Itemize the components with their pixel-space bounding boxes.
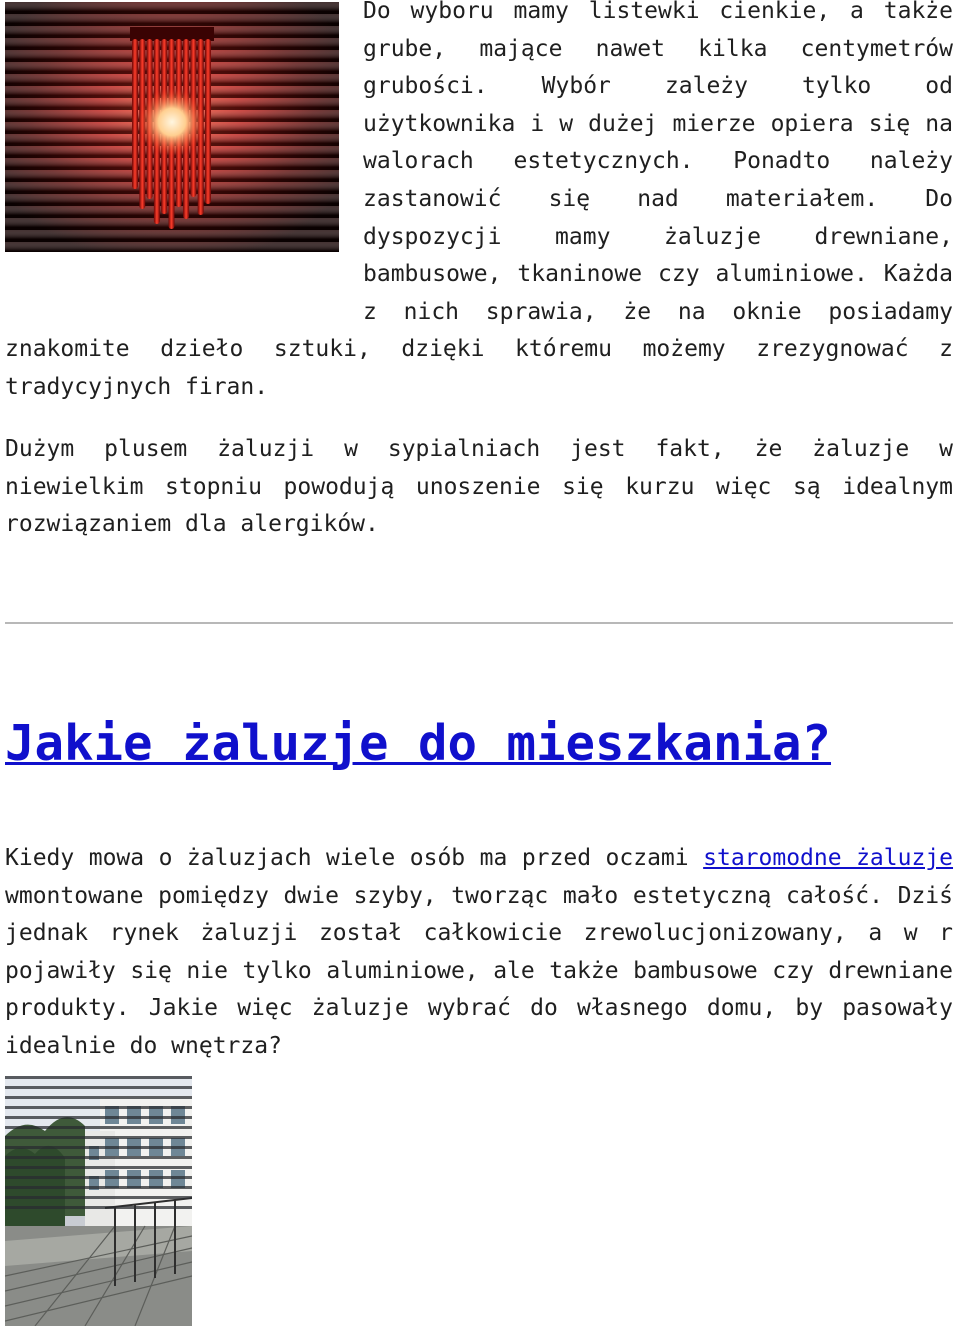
paragraph-2-text: Dużym plusem żaluzji w sypialniach jest fakt, że żaluzje w niewielkim stopniu powodują unoszenie się kurzu więc są idealnym rozwiązaniem dla alergików. xyxy=(5,436,953,538)
paragraph-slat-materials xyxy=(5,0,953,407)
section-heading-link[interactable]: Jakie żaluzje do mieszkania? xyxy=(5,715,832,772)
section-heading xyxy=(5,706,831,782)
horizontal-divider xyxy=(5,622,953,624)
paragraph-blinds-for-home xyxy=(5,840,953,1066)
paragraph-3-text-before-link: Kiedy mowa o żaluzjach wiele osób ma przed oczami xyxy=(5,845,704,871)
image-wrap-spacer xyxy=(5,0,363,295)
paragraph-1-text: Do wyboru mamy listewki cienkie, a także grube, mające nawet kilka centymetrów grubości. Wybór zależy tylko od użytkownika i w dużej mierze opiera się na walorach estetycznych. Ponadto należy zastanowić się nad materiałem. Do dyspozycji mamy żaluzje drewniane, bambusowe, tkaninowe czy aluminiowe. Każda z nich sprawia, że na oknie posiadamy znakomite dzieło sztuki, dzięki któremu możemy zrezygnować z tradycyjnych firan. xyxy=(5,0,953,400)
paragraph-3-text-after-link: wmontowane pomiędzy dwie szyby, tworząc mało estetyczną całość. Dziś jednak rynek żaluzji został całkowicie zrewolucjonizowany, a w r pojawiły się nie tylko aluminiowe, ale także bambusowe czy drewniane produkty. Jakie więc żaluzje wybrać do własnego domu, by pasowały idealnie do wnętrza? xyxy=(5,882,953,1059)
building-behind-blinds-image xyxy=(5,1076,192,1326)
old-fashioned-blinds-link[interactable]: staromodne żaluzje xyxy=(703,845,954,871)
paragraph-allergy-benefit xyxy=(5,431,953,544)
